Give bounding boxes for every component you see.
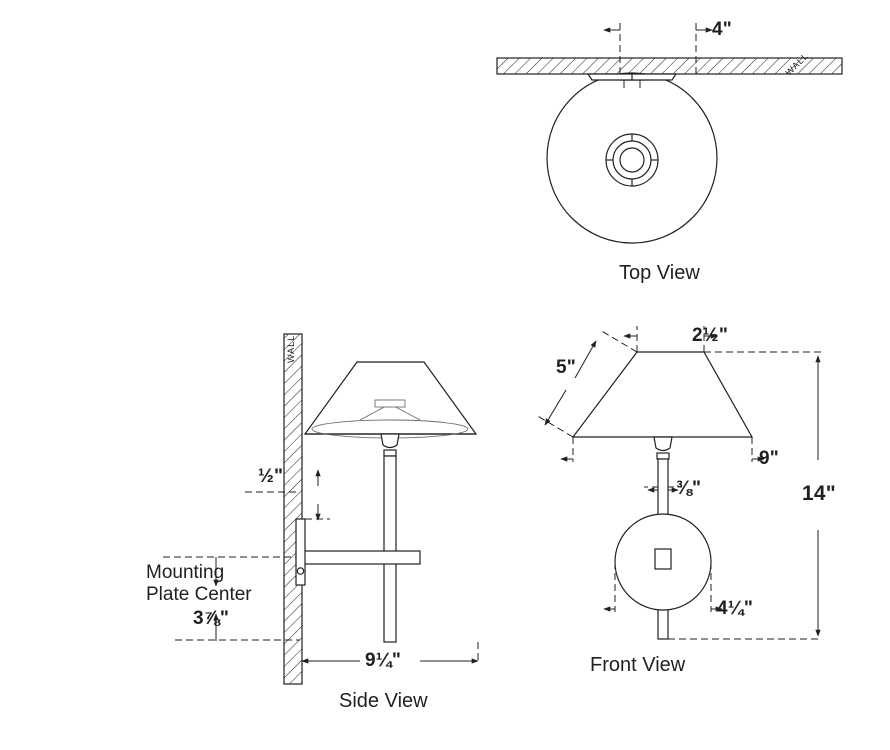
side-view-arm [302,551,420,564]
front-view-socket [654,437,672,459]
dim-front-shade-top-diameter: 2½" [692,325,729,346]
side-view-backplate [296,519,305,585]
wall-hatch-label-side: WALL [286,334,296,363]
dim-top-backplate-depth: 4" [712,19,732,40]
note-mounting-plate-center-line1: Mounting [146,562,225,583]
top-view-group [497,22,842,243]
view-label-top: Top View [619,262,700,284]
dim-front-stem-width: ⅜" [676,478,702,499]
top-view-shade-outline [547,73,717,243]
top-view-backplate [588,74,676,80]
front-view-shade [573,352,752,437]
side-view-wall [284,334,302,684]
dim-side-half-inch: ½" [258,466,284,487]
wall-hatch-label-top: WALL [783,50,811,78]
dim-front-shade-slant: 5" [556,357,576,378]
dim-front-shade-bottom-diameter: 9" [759,448,779,469]
dim-front-backplate-diameter: 4¼" [717,598,754,619]
front-view-stem-joint [655,549,671,569]
note-mounting-plate-center-line2: Plate Center [146,583,252,605]
dim-side-mounting-plate-drop: 3⅞" [193,608,230,629]
view-label-side: Side View [339,690,428,712]
dim-front-overall-height: 14" [802,482,836,505]
view-label-front: Front View [590,654,686,676]
dim-side-projection: 9¼" [365,650,402,671]
side-view-group [163,334,478,684]
side-view-stem [384,456,396,642]
note-mounting-plate-center [146,562,252,606]
side-view-socket [381,434,399,456]
